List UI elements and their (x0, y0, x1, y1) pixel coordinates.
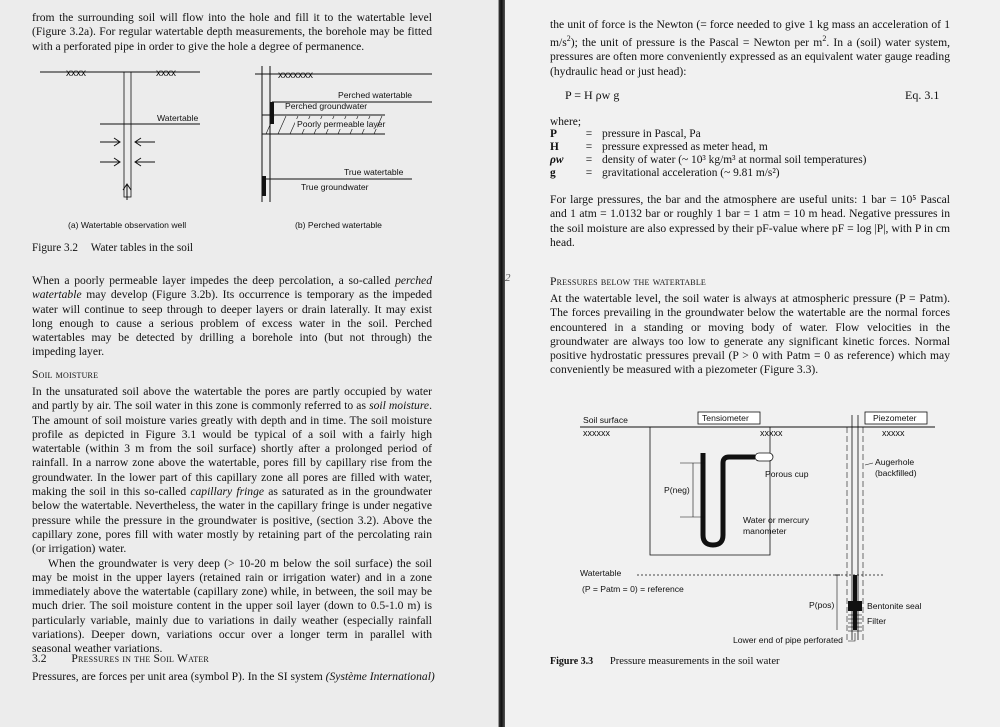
augerhole-label: Augerhole (875, 457, 915, 467)
panel-b-perched-watertable (255, 66, 432, 202)
svg-text:xxxxx: xxxxx (882, 428, 905, 438)
svg-text:xxxxxx: xxxxxx (583, 428, 610, 438)
true-watertable-label: True watertable (344, 167, 404, 177)
soil-moisture-para-1: In the unsaturated soil above the watertable the pores are partly occupied by water and partly by air. The soil water in this zone is commonly referred to as soil moisture. The amount of soil moisture varies greatly with depth and in time. The soil moisture profile as depicted in Figure 3.1 would be typical of a soil with a fairly high watertable (within 3 m from the soil surface) shortly after a prolonged period of rainfall. In a narrow zone above the watertable, pores fill by capillary rise from the groundwater. In the lower part of this capillary zone all pores are filled with water, making the soil in this so-called capillary fringe as saturated as in the groundwater below the watertable. Nevertheless, the water in the capillary fringe is under negative pressure while the pressure in the groundwater is positive, (section 3.2). Above the capillary zone, pores fill with water mostly by retaining part of the percolating rain (or irrigation) water. (32, 385, 433, 556)
svg-text:xxxxxxx: xxxxxxx (278, 70, 313, 81)
panel-a-watertable-label: Watertable (157, 113, 199, 123)
piezometer-label: Piezometer (873, 413, 917, 423)
u-tube-manometer (703, 453, 723, 545)
reference-label: (P = Patm = 0) = reference (582, 584, 684, 594)
where-row: P = pressure in Pascal, Pa (550, 128, 701, 140)
pressures-intro-line (32, 670, 442, 684)
bentonite-seal-label: Bentonite seal (867, 601, 922, 611)
svg-text:xxxxx: xxxxx (760, 428, 783, 438)
large-pressures-paragraph (550, 193, 950, 250)
svg-text:xxxx: xxxx (156, 68, 176, 79)
intro-text: from the surrounding soil will flow into the hole and fill it to the watertable level (Figure 3.2a). For regular watertable depth measurements, the borehole may be fitted with a perforated pipe in order to give the hole a degree of permanence. (32, 11, 432, 53)
porous-cup-label: Porous cup (765, 469, 809, 479)
pressures-intro-text: Pressures, are forces per unit area (symbol P). In the SI system (Système International) (32, 670, 435, 683)
section-3-2-heading (32, 652, 209, 665)
left-page (0, 0, 499, 727)
where-table (550, 128, 870, 180)
section-number: 3.2 (32, 652, 47, 665)
poorly-permeable-label: Poorly permeable layer (297, 119, 386, 129)
soil-surface-label: Soil surface (583, 415, 628, 425)
porous-cup (755, 453, 773, 461)
panel-a-caption: (a) Watertable observation well (68, 220, 187, 230)
panel-b-caption: (b) Perched watertable (295, 220, 382, 230)
where-label: where; (550, 116, 581, 128)
figure-3-3-number: Figure 3.3 (550, 656, 594, 667)
figure-3-3 (565, 405, 955, 655)
lower-end-label: Lower end of pipe perforated (733, 635, 843, 645)
soil-moisture-para-2: When the groundwater is very deep (> 10-20 m below the soil surface) the soil may be moist in the upper layers (retained rain or irrigation water) and in a zone immediately above the watertable (capillary zone) while, in between, the soil may be much drier. The soil moisture content in the upper soil layer (down to 0.5-1.0 m) is particularly variable, mainly due to variations in daily weather (especially rainfall variations). Deeper down, variations occur over a longer term in parallel with seasonal weather variations. (32, 556, 432, 656)
intro-paragraph (32, 11, 432, 54)
section-title: Pressures in the Soil Water (71, 652, 209, 665)
perched-groundwater-label: Perched groundwater (285, 101, 368, 111)
soil-moisture-heading: Soil moisture (32, 368, 99, 381)
below-watertable-heading: Pressures below the watertable (550, 275, 707, 288)
bentonite-seal (848, 601, 862, 611)
figure-3-2 (40, 62, 460, 237)
water-or-mercury-label: Water or mercury (743, 515, 810, 525)
equation-label: Eq. 3.1 (905, 88, 940, 102)
si-units-text: the unit of force is the Newton (= force needed to give 1 kg mass an acceleration of 1 $m/s^2$); the unit of pressure is the Pascal = Newton per $m^2$. In a (soil) water system, pressures are often more conveniently expressed as an equivalent water gauge reading (hydraulic head or just head): (550, 18, 950, 78)
where-row: g = gravitational acceleration (~ 9.81 m/s²) (550, 167, 780, 179)
true-groundwater-label: True groundwater (301, 182, 369, 192)
svg-text:xxxx: xxxx (66, 68, 86, 79)
perched-text: When a poorly permeable layer impedes the deep percolation, a so-called perched watertable may develop (Figure 3.2b). Its occurrence is temporary as the impeded water will continue to seep through to deeper layers or drain laterally. It may exist long enough to cause a serious problem of excess water in the soil. Perched watertables may be detected by drilling a borehole into (but not through) the impeding layer. (32, 274, 432, 359)
perched-paragraph (32, 274, 432, 360)
large-pressures-text: For large pressures, the bar and the atmosphere are useful units: 1 bar = 10⁵ Pascal and 1 atm = 1.0132 bar or roughly 1 bar = 1 atm = 10 m head. Negative pressures in the soil moisture are also expressed by their pF-value where pF = log |P|, with P in cm head. (550, 193, 950, 249)
backfilled-label: (backfilled) (875, 468, 917, 478)
where-row: H = pressure expressed as meter head, m (550, 141, 768, 153)
filter-label: Filter (867, 616, 887, 626)
margin-note: 2 (505, 272, 511, 284)
soil-moisture-paragraphs (32, 385, 432, 657)
figure-3-3-caption (550, 656, 780, 667)
figure-3-2-caption (32, 242, 193, 254)
below-watertable-paragraph (550, 292, 950, 378)
below-watertable-text: At the watertable level, the soil water is always at atmospheric pressure (P = Patm). The forces prevailing in the groundwater below the watertable are the normal forces encountered in a standing or moving body of water. Flow velocities in the groundwater are always too low to generate any significant kinetic forces. Normal positive hydrostatic pressures prevail (P > 0 with Patm = 0 as reference) which may conveniently be measured with a piezometer (Figure 3.3). (550, 292, 950, 377)
watertable-label: Watertable (580, 568, 622, 578)
perched-watertable-label: Perched watertable (338, 90, 413, 100)
figure-3-2-title: Water tables in the soil (90, 242, 194, 254)
figure-3-3-title: Pressure measurements in the soil water (609, 656, 780, 667)
p-neg-label: P(neg) (664, 485, 690, 495)
where-row: ρw = density of water (~ 10³ kg/m³ at normal soil temperatures) (550, 154, 867, 166)
panel-a-observation-well (40, 68, 200, 200)
si-units-paragraph (550, 18, 950, 79)
right-page (505, 0, 1000, 727)
tensiometer-label: Tensiometer (702, 413, 749, 423)
equation-3-1: P = H ρw g (565, 88, 620, 102)
p-pos-label: P(pos) (809, 600, 835, 610)
book-gutter (498, 0, 505, 727)
figure-3-2-number: Figure 3.2 (32, 242, 78, 254)
manometer-label: manometer (743, 526, 787, 536)
